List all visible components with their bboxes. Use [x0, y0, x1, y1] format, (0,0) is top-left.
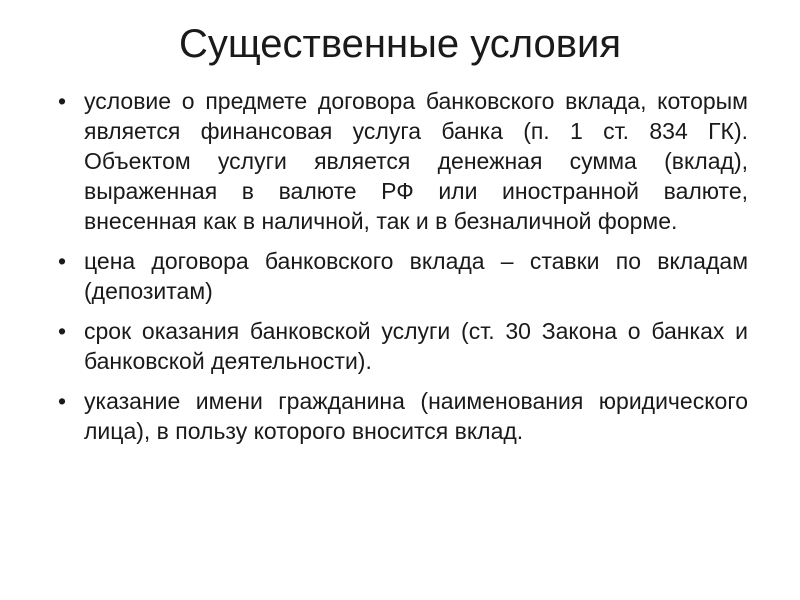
bullet-text: условие о предмете договора банковского вклада, которым является финансовая услуга банка (п. 1 ст. 834 ГК). Объектом услуги является денежная сумма (вклад), выраженная в валюте РФ или иностранной валюте, внесенная как в наличной, так и в безналичной форме. [84, 88, 748, 234]
bullet-marker: • [58, 318, 67, 344]
bullet-list [58, 86, 748, 456]
bullet-marker: • [58, 248, 67, 274]
bullet-marker: • [58, 88, 67, 114]
bullet-item-term [58, 316, 748, 376]
bullet-marker: • [58, 388, 67, 414]
bullet-text: срок оказания банковской услуги (ст. 30 Закона о банках и банковской деятельности). [84, 318, 748, 374]
slide-title: Существенные условия [178, 22, 622, 66]
bullet-item-beneficiary [58, 386, 748, 446]
bullet-text: указание имени гражданина (наименования юридического лица), в пользу которого вносится вклад. [84, 388, 748, 444]
bullet-text: цена договора банковского вклада – ставки по вкладам (депозитам) [84, 248, 748, 304]
bullet-item-price [58, 246, 748, 306]
bullet-item-subject [58, 86, 748, 236]
